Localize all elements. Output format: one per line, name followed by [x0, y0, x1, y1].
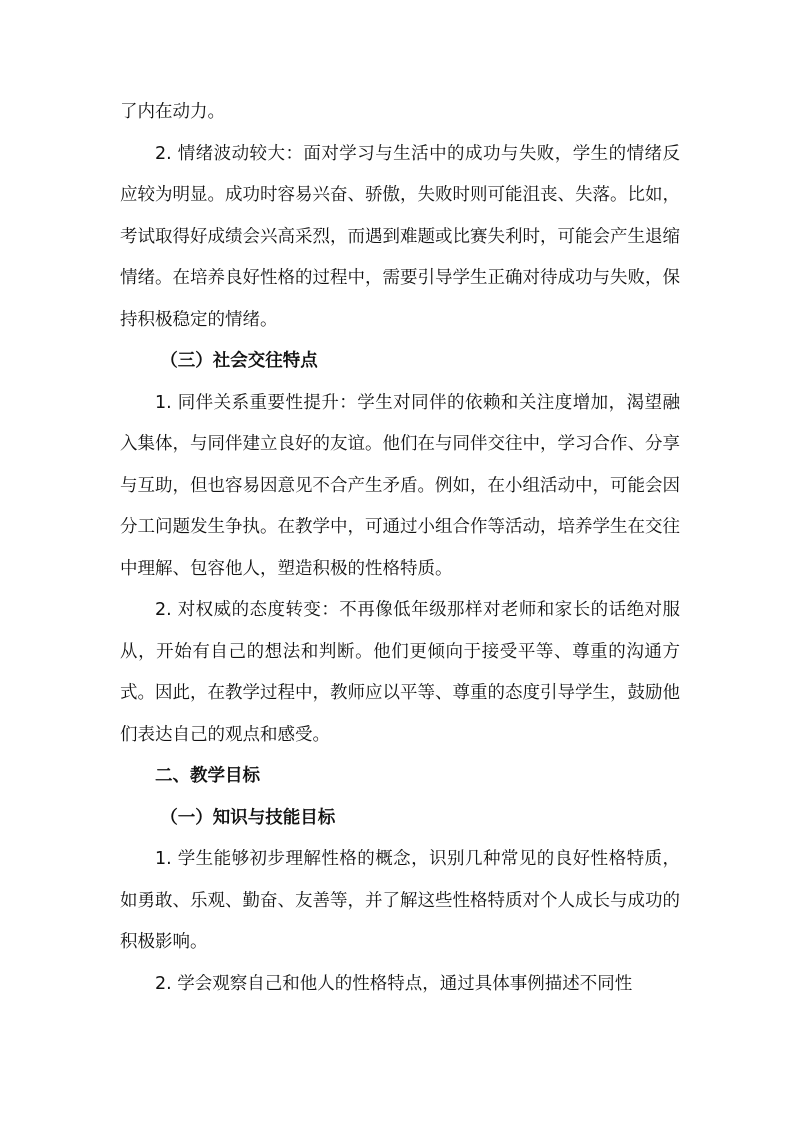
paragraph-emotional-fluctuation: 2. 情绪波动较大：面对学习与生活中的成功与失败，学生的情绪反应较为明显。成功时容易兴奋、骄傲，失败时则可能沮丧、失落。比如，考试取得好成绩会兴高采烈，而遇到难题或比赛失利时，可能会产生退缩情绪。在培养良好性格的过程中，需要引导学生正确对待成功与失败，保持积极稳定的情绪。 [120, 143, 680, 330]
section-heading-social-interaction: （三）社会交往特点 [160, 351, 318, 371]
section-heading-teaching-goals: 二、教学目标 [155, 766, 260, 786]
paragraph-attitude-to-authority: 2. 对权威的态度转变：不再像低年级那样对老师和家长的话绝对服从，开始有自己的想法和判断。他们更倾向于接受平等、尊重的沟通方式。因此，在教学过程中，教师应以平等、尊重的态度引导学生，鼓励他们表达自己的观点和感受。 [120, 600, 680, 745]
document-page [120, 92, 680, 1005]
paragraph-continuation: 了内在动力。 [120, 102, 225, 122]
paragraph-peer-relations: 1. 同伴关系重要性提升：学生对同伴的依赖和关注度增加，渴望融入集体，与同伴建立良好的友谊。他们在与同伴交往中，学习合作、分享与互助，但也容易因意见不合产生矛盾。例如，在小组活动中，可能会因分工问题发生争执。在教学中，可通过小组合作等活动，培养学生在交往中理解、包容他人，塑造积极的性格特质。 [120, 392, 680, 579]
paragraph-goal-2: 2. 学会观察自己和他人的性格特点，通过具体事例描述不同性 [155, 973, 633, 994]
section-heading-knowledge-skills: （一）知识与技能目标 [160, 807, 336, 828]
paragraph-goal-1: 1. 学生能够初步理解性格的概念，识别几种常见的良好性格特质，如勇敢、乐观、勤奋、友善等，并了解这些性格特质对个人成长与成功的积极影响。 [120, 849, 680, 952]
